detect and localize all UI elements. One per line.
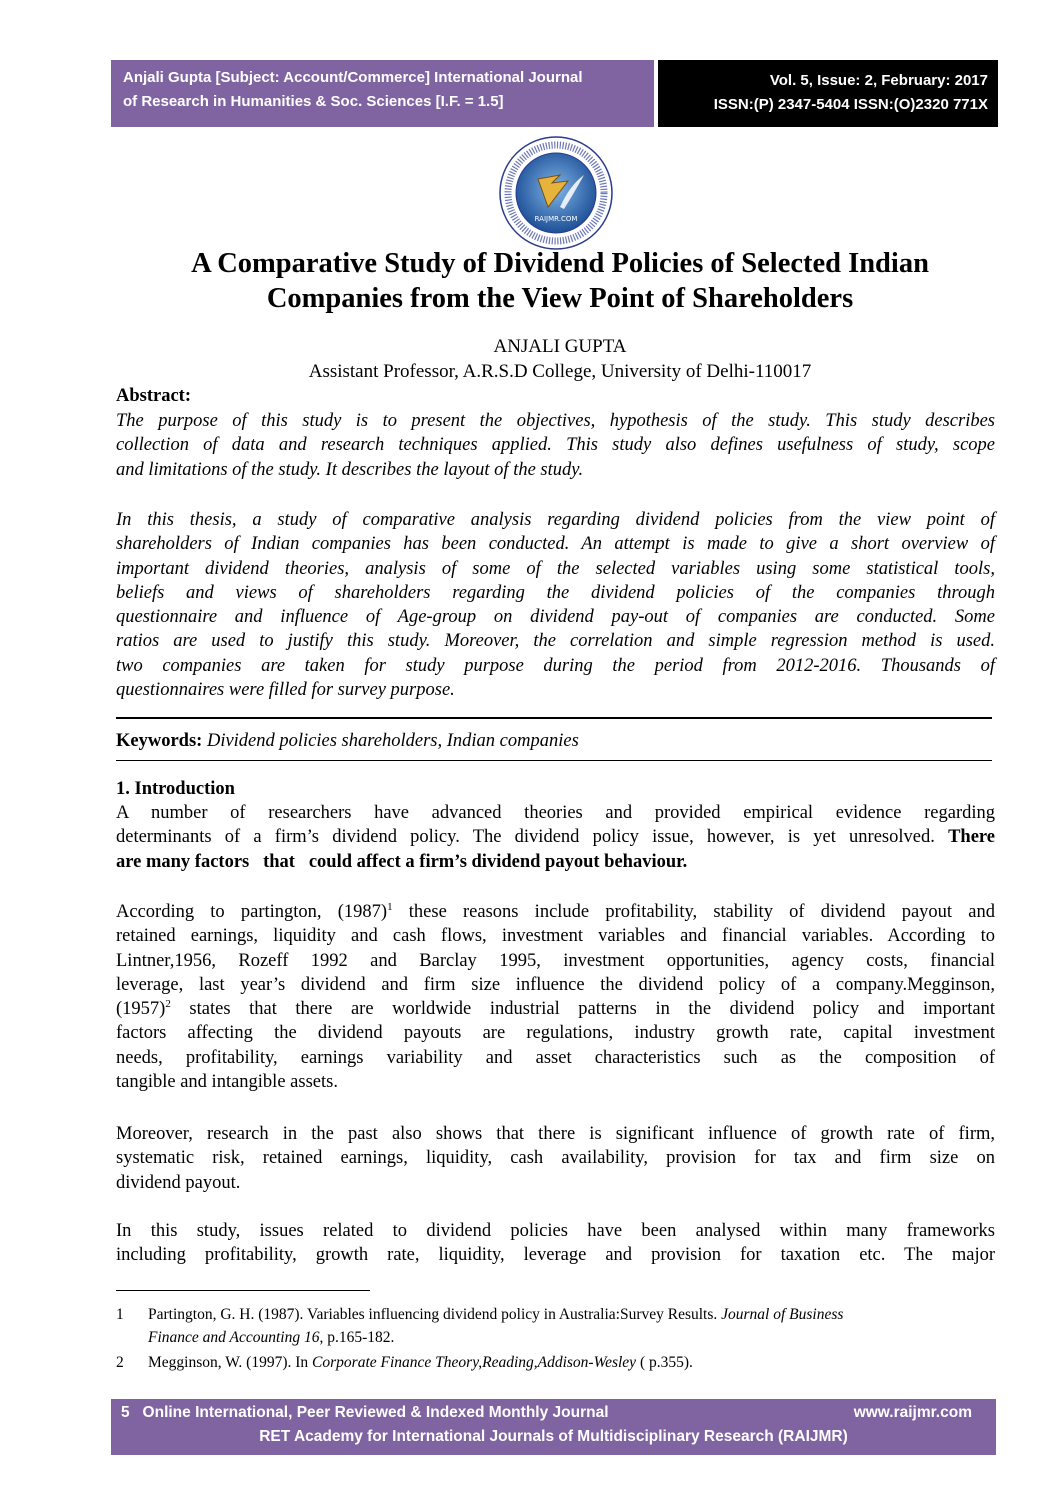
header-left-line1: Anjali Gupta [Subject: Account/Commerce] International Journal xyxy=(123,69,583,86)
header-right-line1: Vol. 5, Issue: 2, February: 2017 xyxy=(769,72,988,89)
abstract-p1-line: collection of data and research techniques applied. This study also defines usefulness of study, scope xyxy=(116,435,995,456)
page-number: 5 xyxy=(121,1404,130,1421)
header-right-line2: ISSN:(P) 2347-5404 ISSN:(O)2320 771X xyxy=(713,96,988,113)
abstract-paragraph-1 xyxy=(116,409,995,482)
abstract-p2-line: two companies are taken for study purpose during the period from 2012-2016. Thousands of xyxy=(116,655,995,676)
abstract-p2-line: questionnaires were filled for survey purpose. xyxy=(116,680,455,701)
intro-p2-text: states that there are worldwide industrial patterns in the dividend policy and important xyxy=(170,999,995,1020)
footnote-journal: Journal of Business xyxy=(721,1306,844,1323)
keywords xyxy=(116,729,995,753)
footnote-journal: Finance and Accounting 16 xyxy=(148,1329,320,1346)
intro-p1-text: determinants of a firm’s dividend policy. The dividend policy issue, however, is yet unresolved. xyxy=(116,827,949,848)
intro-p3-line: dividend payout. xyxy=(116,1172,241,1193)
footer-website-link[interactable]: www.raijmr.com xyxy=(853,1404,972,1421)
abstract-p1-line: and limitations of the study. It describes the layout of the study. xyxy=(116,459,584,480)
logo-caption: RAIJMR.COM xyxy=(534,215,578,223)
intro-p2-line: needs, profitability, earnings variability and asset characteristics such as the composition of xyxy=(116,1047,995,1068)
issue-header-banner xyxy=(658,60,998,127)
paper-title-line1: A Comparative Study of Dividend Policies of Selected Indian xyxy=(191,248,929,279)
footnote-number: 1 xyxy=(116,1306,124,1323)
intro-p2-line xyxy=(116,997,995,1021)
intro-p1-line: A number of researchers have advanced theories and provided empirical evidence regarding xyxy=(116,803,995,823)
intro-paragraph-2 xyxy=(116,900,995,1094)
footnote-text: Partington, G. H. (1987). Variables influencing dividend policy in Australia:Survey Results. xyxy=(148,1306,722,1323)
keywords-divider xyxy=(116,760,992,761)
abstract-p2-line: important dividend theories, analysis of some of the selected variables using some statistical tools, xyxy=(116,558,995,579)
intro-paragraph-4 xyxy=(116,1219,995,1268)
header-left-line2: of Research in Humanities & Soc. Sciences [I.F. = 1.5] xyxy=(123,93,504,110)
footnote-2 xyxy=(116,1351,996,1374)
intro-p1-line xyxy=(116,825,995,849)
intro-p2-text: (1957) xyxy=(116,999,166,1020)
author-name: ANJALI GUPTA xyxy=(493,336,627,357)
footer-line2: RET Academy for International Journals of Multidisciplinary Research (RAIJMR) xyxy=(259,1428,848,1445)
intro-p2-line: Lintner,1956, Rozeff 1992 and Barclay 1995, investment opportunities, agency costs, financial xyxy=(116,950,995,971)
keywords-label: Keywords: xyxy=(116,731,203,751)
intro-p4-line: including profitability, growth rate, liquidity, leverage and provision for taxation etc. The major xyxy=(116,1245,995,1266)
abstract-p2-line: shareholders of Indian companies has been conducted. An attempt is made to give a short overview of xyxy=(116,534,995,555)
footnote-ref-1[interactable]: 1 xyxy=(387,900,393,913)
footnote-rule xyxy=(116,1290,370,1291)
abstract-p1-line: The purpose of this study is to present the objectives, hypothesis of the study. This study describes xyxy=(116,411,995,431)
intro-p2-text: According to partington, (1987) xyxy=(116,902,388,922)
journal-footer-banner xyxy=(111,1399,996,1455)
abstract-paragraph-2 xyxy=(116,508,995,702)
abstract-p2-line: beliefs and views of shareholders regarding the dividend policies of the companies through xyxy=(116,582,995,603)
intro-p3-line: systematic risk, retained earnings, liquidity, cash availability, provision for tax and firm size on xyxy=(116,1148,995,1169)
footer-line1 xyxy=(121,1404,609,1422)
intro-p2-line: factors affecting the dividend payouts are regulations, industry growth rate, capital investment xyxy=(116,1023,995,1044)
intro-paragraph-3 xyxy=(116,1122,995,1195)
raijmr-logo-seal xyxy=(498,135,614,251)
intro-p1-bold-line: are many factors that could affect a firm’s dividend payout behaviour. xyxy=(116,851,688,872)
keywords-text: Dividend policies shareholders, Indian companies xyxy=(206,731,579,751)
intro-p2-line: retained earnings, liquidity and cash flows, investment variables and financial variables. According to xyxy=(116,926,995,947)
intro-p2-line: tangible and intangible assets. xyxy=(116,1072,338,1093)
intro-p1-bold: There xyxy=(948,827,995,848)
abstract-p2-line: In this thesis, a study of comparative analysis regarding dividend policies from the view point of xyxy=(116,510,995,530)
intro-p3-line: Moreover, research in the past also shows that there is significant influence of growth rate of firm, xyxy=(116,1124,995,1144)
intro-p2-line xyxy=(116,900,995,924)
footnote-1 xyxy=(116,1303,996,1349)
footnote-text: Megginson, W. (1997). In xyxy=(148,1354,313,1371)
footnote-pages: , p.165-182. xyxy=(319,1329,395,1346)
abstract-p2-line: questionnaire and influence of Age-group on dividend pay-out of companies are conducted. Some xyxy=(116,607,995,628)
intro-p2-line: leverage, last year’s dividend and firm size influence the dividend policy of a company.Megginson, xyxy=(116,974,995,995)
intro-heading: 1. Introduction xyxy=(116,779,235,799)
abstract-heading: Abstract: xyxy=(116,386,192,406)
intro-paragraph-1 xyxy=(116,801,995,874)
intro-p2-text: these reasons include profitability, stability of dividend payout and xyxy=(392,902,995,922)
footnote-book: Corporate Finance Theory,Reading,Addison-Wesley xyxy=(312,1354,637,1371)
footnote-number: 2 xyxy=(116,1354,124,1371)
footer-journal-desc: Online International, Peer Reviewed & Indexed Monthly Journal xyxy=(142,1404,609,1421)
abstract-p2-line: ratios are used to justify this study. Moreover, the correlation and simple regression method is used. xyxy=(116,631,995,652)
paper-title-line2: Companies from the View Point of Shareholders xyxy=(266,283,854,314)
section-divider xyxy=(116,717,992,719)
footnote-pages: ( p.355). xyxy=(636,1354,693,1371)
journal-header-banner xyxy=(111,60,654,127)
footnote-ref-2[interactable]: 2 xyxy=(165,998,171,1011)
author-affiliation: Assistant Professor, A.R.S.D College, University of Delhi-110017 xyxy=(308,361,812,382)
intro-p4-line: In this study, issues related to dividend policies have been analysed within many frameworks xyxy=(116,1221,995,1241)
